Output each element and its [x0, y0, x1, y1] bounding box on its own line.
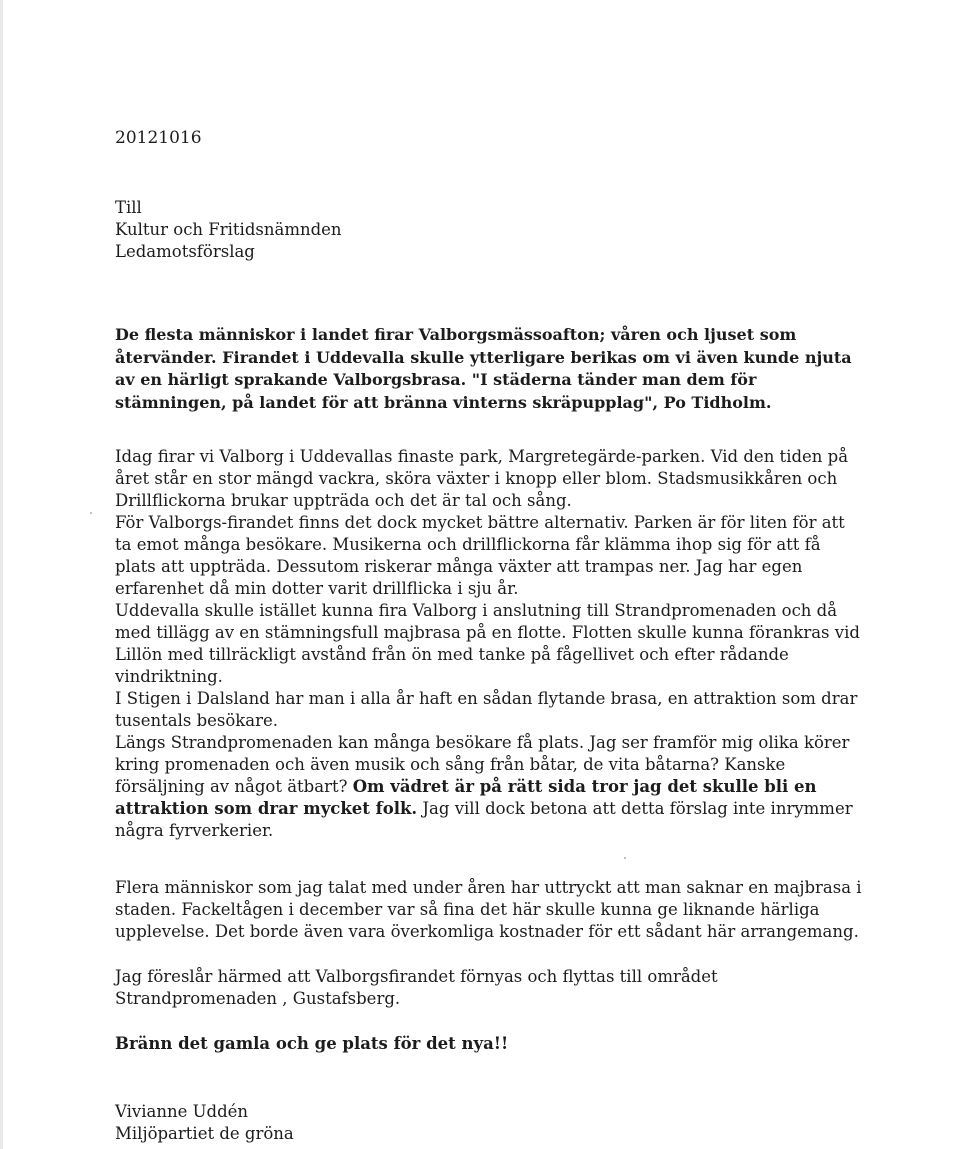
body-line: För Valborgs-firandet finns det dock mycket bättre alternativ. Parken är för liten för att	[115, 513, 845, 532]
letter-date: 20121016	[115, 128, 202, 148]
body-bold-text: attraktion som drar mycket folk.	[115, 799, 418, 818]
signatory-name: Vivianne Uddén	[115, 1102, 249, 1121]
intro-line: stämningen, på landet för att bränna vinterns skräpupplag", Po Tidholm.	[115, 392, 772, 412]
closing-line: Bränn det gamla och ge plats för det nya!!	[115, 1034, 509, 1053]
body-line: några fyrverkerier.	[115, 821, 274, 840]
date-block	[115, 127, 855, 149]
intro-line: av en härligt sprakande Valborgsbrasa. "I städerna tänder man dem för	[115, 370, 757, 389]
proposal-paragraph	[115, 966, 855, 1010]
body-line: ta emot många besökare. Musikerna och drillflickorna får klämma ihop sig för att få	[115, 535, 821, 554]
body-line: Längs Strandpromenaden kan många besökare få plats. Jag ser framför mig olika körer	[115, 733, 850, 752]
body-line: Lillön med tillräckligt avstånd från ön med tanke på fågellivet och efter rådande	[115, 645, 789, 664]
body-line: vindriktning.	[115, 667, 223, 686]
intro-line: De flesta människor i landet firar Valborgsmässoafton; våren och ljuset som	[115, 325, 797, 344]
paragraph-line: upplevelse. Det borde även vara överkomliga kostnader för ett sådant här arrangemang.	[115, 922, 859, 941]
body-line: Uddevalla skulle istället kunna fira Valborg i anslutning till Strandpromenaden och då	[115, 601, 838, 620]
scan-speck	[624, 857, 626, 859]
body-line: Idag firar vi Valborg i Uddevallas finaste park, Margretegärde-parken. Vid den tiden på	[115, 447, 849, 466]
body-line: året står en stor mängd vackra, sköra växter i knopp eller blom. Stadsmusikkåren och	[115, 469, 838, 488]
recipient-to: Till	[115, 198, 142, 217]
intro-line: återvänder. Firandet i Uddevalla skulle ytterligare berikas om vi även kunde njuta	[115, 347, 852, 367]
second-paragraph	[115, 877, 862, 943]
body-line: tusentals besökare.	[115, 711, 279, 730]
body-paragraph	[115, 446, 860, 842]
paragraph-line: Jag föreslår härmed att Valborgsfirandet förnyas och flyttas till området	[115, 967, 718, 986]
closing-statement	[115, 1033, 855, 1055]
paragraph-line: Flera människor som jag talat med under åren har uttryckt att man saknar en majbrasa i	[115, 878, 862, 897]
body-bold-text: Om vädret är på rätt sida tror jag det skulle bli en	[352, 777, 817, 796]
intro-paragraph	[115, 324, 855, 414]
body-line: plats att uppträda. Dessutom riskerar många växter att trampas ner. Jag har egen	[115, 557, 803, 576]
body-line: med tillägg av en stämningsfull majbrasa på en flotte. Flotten skulle kunna förankras vid	[115, 623, 860, 642]
body-mixed-line	[115, 776, 855, 798]
body-line: I Stigen i Dalsland har man i alla år haft en sådan flytande brasa, en attraktion som drar	[115, 689, 858, 708]
signature-block	[115, 1101, 855, 1145]
document-type: Ledamotsförslag	[115, 242, 255, 261]
body-line: erfarenhet då min dotter varit drillflicka i sju år.	[115, 579, 519, 598]
body-line: Drillflickorna brukar uppträda och det är tal och sång.	[115, 491, 572, 510]
body-line: kring promenaden och även musik och sång från båtar, de vita båtarna? Kanske	[115, 755, 786, 774]
body-mixed-line	[115, 798, 855, 820]
paragraph-line: staden. Fackeltågen i december var så fina det här skulle kunna ge liknande härliga	[115, 900, 820, 919]
recipient-committee: Kultur och Fritidsnämnden	[115, 220, 342, 239]
paragraph-line: Strandpromenaden , Gustafsberg.	[115, 989, 401, 1008]
body-normal-text: försäljning av något ätbart?	[115, 777, 353, 796]
body-normal-text: Jag vill dock betona att detta förslag inte inrymmer	[417, 799, 853, 818]
recipient-block	[115, 197, 855, 263]
scan-speck	[90, 512, 92, 514]
signatory-party: Miljöpartiet de gröna	[115, 1124, 294, 1143]
scan-edge	[0, 0, 3, 1149]
